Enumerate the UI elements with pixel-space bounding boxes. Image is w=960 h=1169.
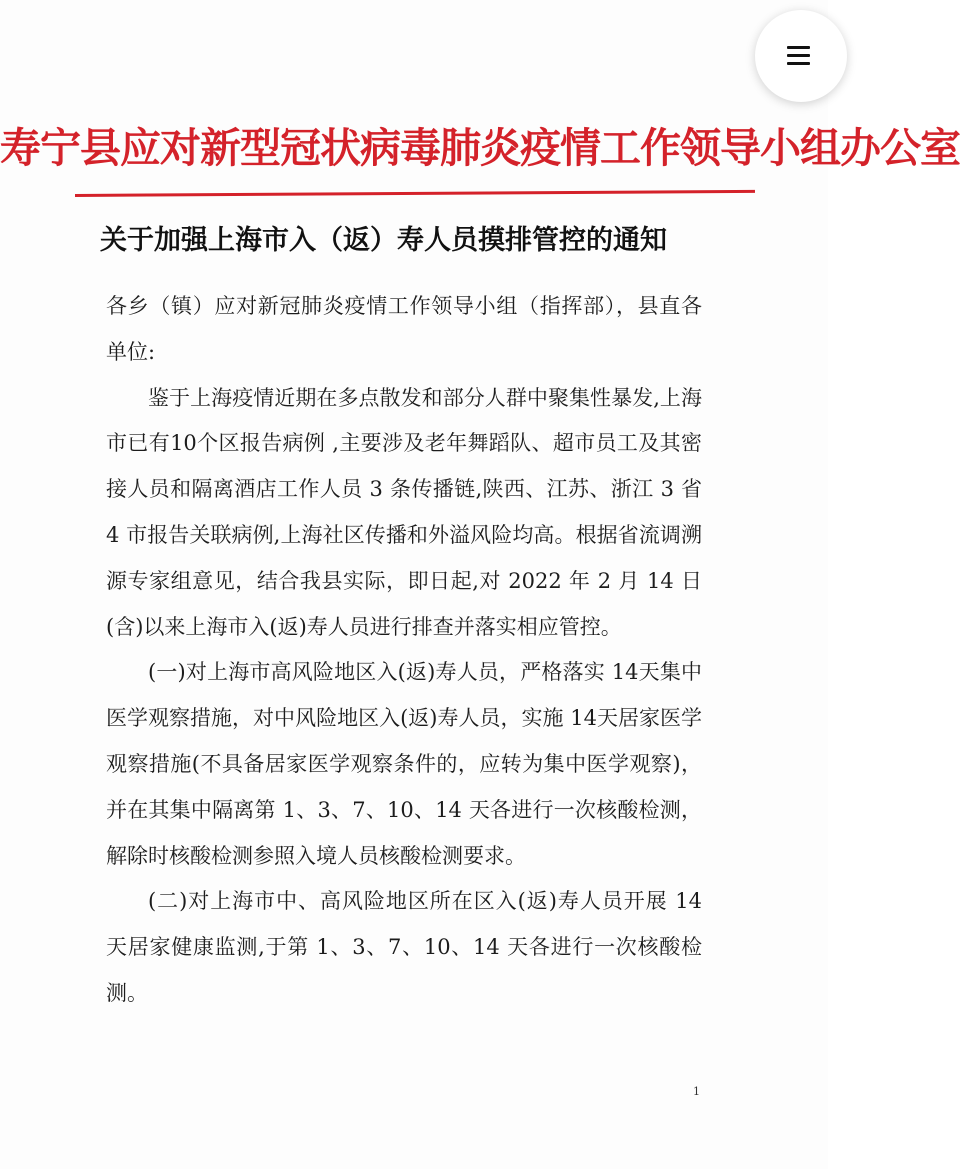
page-number: 1 — [693, 1085, 700, 1098]
red-divider-line — [75, 190, 755, 197]
paragraph-measure-one: (一)对上海市高风险地区入(返)寿人员，严格落实 14天集中医学观察措施，对中风险地区入(返)寿人员，实施 14天居家医学观察措施(不具备居家医学观察条件的，应转为集中医学观察)，并在其集中隔离第 1、3、7、10、14 天各进行一次核酸检测，解除时核酸检测参照入境人员核酸检测要求。 — [106, 660, 702, 868]
paragraph-background: 鉴于上海疫情近期在多点散发和部分人群中聚集性暴发,上海市已有10个区报告病例 ,主要涉及老年舞蹈队、超市员工及其密接人员和隔离酒店工作人员 3 条传播链,陕西、江苏、浙江 3 省 4 市报告关联病例,上海社区传播和外溢风险均高。根据省流调溯源专家组意见，结合我县实际，即日起,对 2022 年 2 月 14 日(含)以来上海市入(返)寿人员进行排查并落实相应管控。 — [106, 385, 702, 639]
hamburger-menu-icon[interactable] — [787, 46, 810, 66]
paragraph-measure-two: (二)对上海市中、高风险地区所在区入(返)寿人员开展 14 天居家健康监测,于第 1、3、7、10、14 天各进行一次核酸检测。 — [106, 889, 702, 1005]
document-body — [106, 284, 702, 1017]
salutation: 各乡（镇）应对新冠肺炎疫情工作领导小组（指挥部），县直各单位: — [106, 294, 702, 364]
issuing-office-header: 寿宁县应对新型冠状病毒肺炎疫情工作领导小组办公室 — [0, 124, 960, 172]
document-title: 关于加强上海市入（返）寿人员摸排管控的通知 — [100, 225, 667, 256]
menu-button[interactable] — [755, 10, 847, 102]
